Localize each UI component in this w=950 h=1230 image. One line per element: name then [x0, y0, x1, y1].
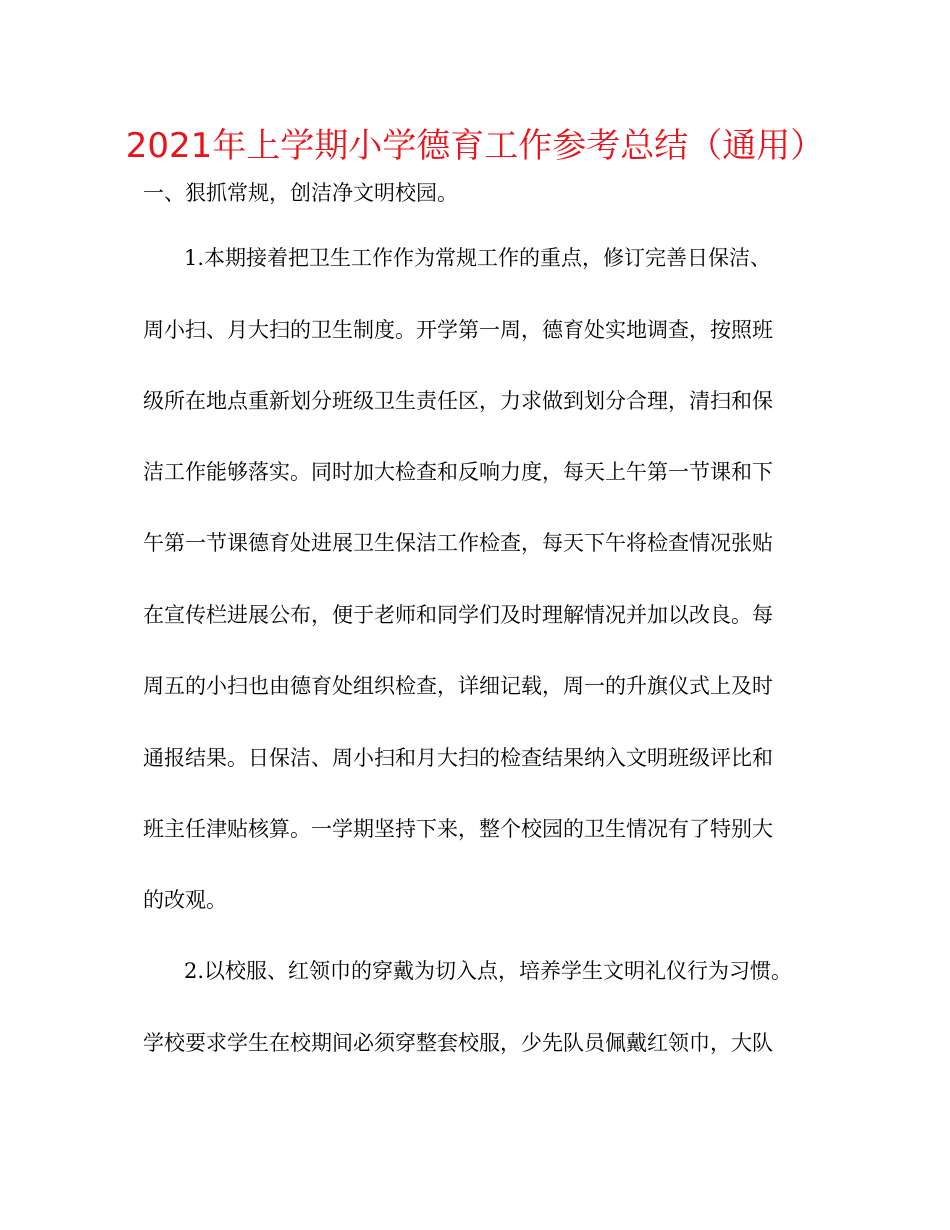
paragraph-line: 1.本期接着把卫生工作作为常规工作的重点，修订完善日保洁、	[184, 246, 772, 270]
paragraph-line: 的改观。	[143, 888, 227, 912]
paragraph-line: 级所在地点重新划分班级卫生责任区，力求做到划分合理，清扫和保	[143, 389, 773, 413]
paragraph-line: 学校要求学生在校期间必须穿整套校服，少先队员佩戴红领巾，大队	[143, 1031, 773, 1055]
paragraph-line: 通报结果。日保洁、周小扫和月大扫的检查结果纳入文明班级评比和	[143, 746, 773, 770]
paragraph-line: 在宣传栏进展公布，便于老师和同学们及时理解情况并加以改良。每	[143, 603, 773, 627]
paragraph-line: 洁工作能够落实。同时加大检查和反响力度，每天上午第一节课和下	[143, 460, 773, 484]
paragraph-line: 班主任津贴核算。一学期坚持下来，整个校园的卫生情况有了特别大	[143, 817, 773, 841]
document-title: 2021年上学期小学德育工作参考总结（通用）	[125, 126, 825, 166]
paragraph-line: 周五的小扫也由德育处组织检查，详细记载，周一的升旗仪式上及时	[143, 674, 773, 698]
paragraph-line: 午第一节课德育处进展卫生保洁工作检查，每天下午将检查情况张贴	[143, 531, 773, 555]
paragraph-line: 2.以校服、红领巾的穿戴为切入点，培养学生文明礼仪行为习惯。	[184, 959, 793, 983]
section-heading: 一、狠抓常规，创洁净文明校园。	[143, 181, 458, 205]
paragraph-line: 周小扫、月大扫的卫生制度。开学第一周，德育处实地调查，按照班	[143, 318, 773, 342]
